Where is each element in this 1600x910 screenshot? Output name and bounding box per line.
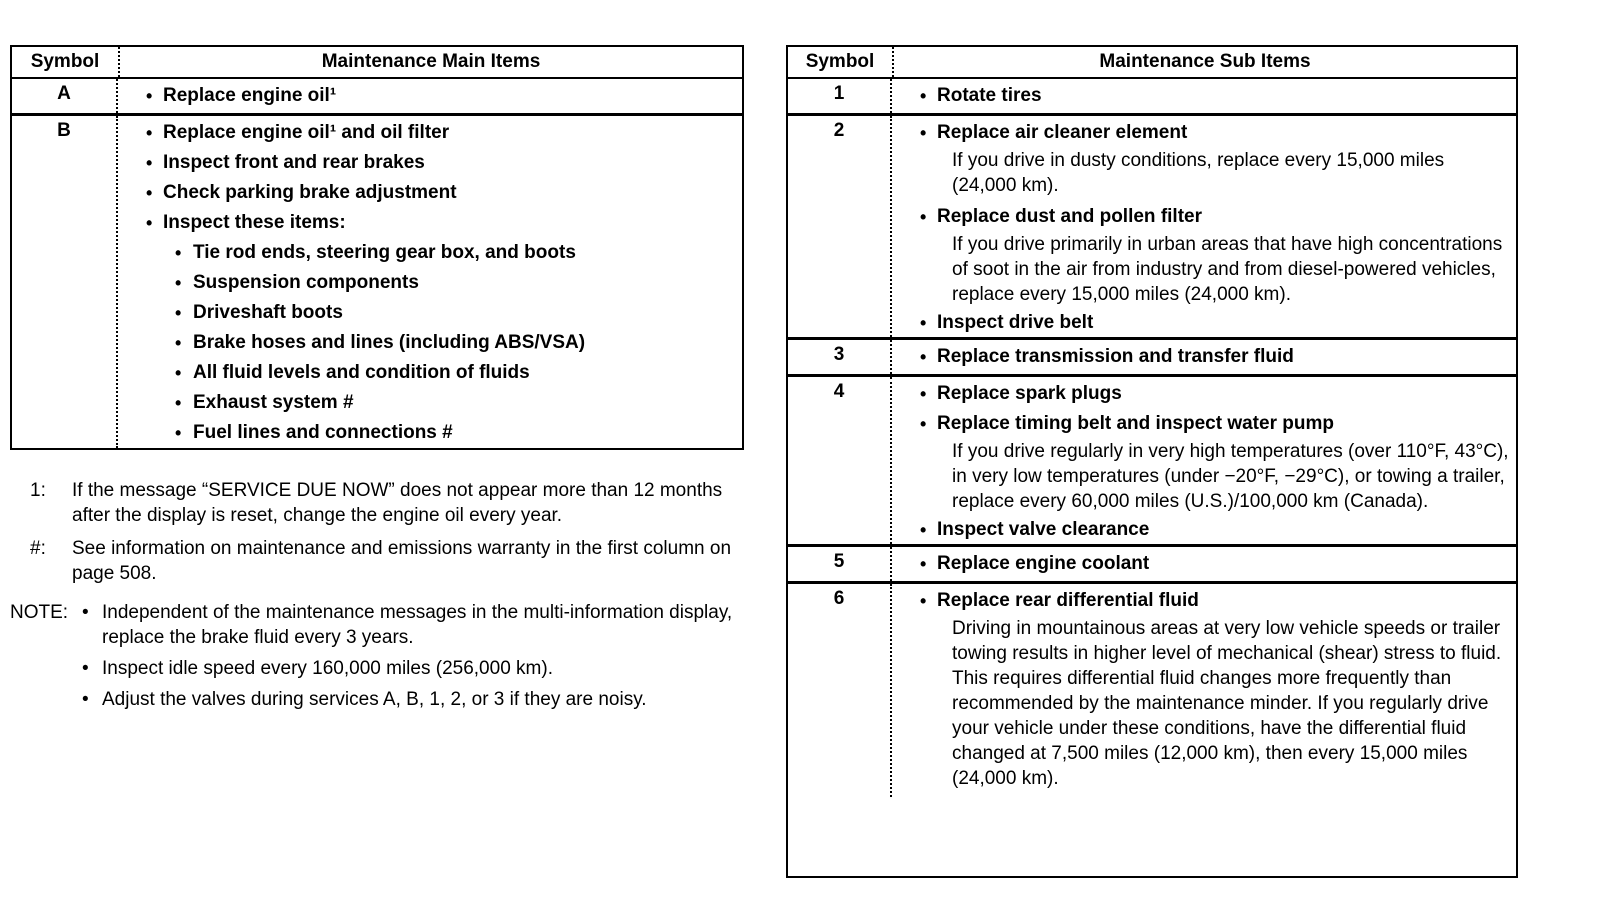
note-item bbox=[0, 656, 760, 681]
sub-list-item: • Suspension components bbox=[118, 268, 742, 298]
note-item bbox=[0, 600, 760, 650]
symbol-cell: 3 bbox=[788, 340, 892, 374]
symbol-cell: A bbox=[12, 79, 118, 113]
footnote-text: See information on maintenance and emissions warranty in the first column on page 508. bbox=[72, 538, 732, 584]
sub-list-item: • Brake hoses and lines (including ABS/VSA) bbox=[118, 328, 742, 358]
list-item: • Replace engine coolant bbox=[892, 549, 1516, 579]
list-item: • Replace engine oil¹ and oil filter bbox=[118, 118, 742, 148]
note-text: Independent of the maintenance messages in the multi-information display, replace the brake fluid every 3 years. bbox=[102, 602, 733, 648]
list-item: • Replace engine oil¹ bbox=[118, 81, 742, 111]
table-row bbox=[12, 79, 742, 116]
sub-list-item: • Driveshaft boots bbox=[118, 298, 742, 328]
footnote bbox=[0, 536, 760, 586]
note-item bbox=[0, 687, 760, 712]
symbol-cell: 5 bbox=[788, 547, 892, 581]
list-item: • Check parking brake adjustment bbox=[118, 178, 742, 208]
sub-list-item: • Fuel lines and connections # bbox=[118, 418, 742, 448]
sub-items-table bbox=[786, 45, 1518, 878]
symbol-cell: B bbox=[12, 116, 118, 448]
list-item: • Replace air cleaner element bbox=[892, 118, 1516, 148]
symbol-column-header: Symbol bbox=[788, 47, 894, 77]
symbol-cell: 1 bbox=[788, 79, 892, 113]
note-text: Inspect idle speed every 160,000 miles (256,000 km). bbox=[102, 658, 553, 679]
sub-list-item: • Exhaust system # bbox=[118, 388, 742, 418]
note-text: Adjust the valves during services A, B, 1, 2, or 3 if they are noisy. bbox=[102, 689, 647, 710]
table-header bbox=[788, 47, 1516, 79]
list-item: • Replace spark plugs bbox=[892, 379, 1516, 409]
item-description: Driving in mountainous areas at very low vehicle speeds or trailer towing results in higher level of mechanical (shear) stress to fluid. This requires differential fluid changes more frequently than recommended by the maintenance minder. If you regularly drive your vehicle under these conditions, have the differential fluid changed at 7,500 miles (12,000 km), then every 15,000 miles (24,000 km). bbox=[952, 618, 1502, 789]
list-item: • Inspect these items: bbox=[118, 208, 742, 238]
items-column-header: Maintenance Sub Items bbox=[1099, 51, 1311, 72]
footnote bbox=[0, 478, 760, 528]
table-row bbox=[788, 584, 1516, 797]
symbol-cell: 4 bbox=[788, 377, 892, 544]
list-item: • Inspect front and rear brakes bbox=[118, 148, 742, 178]
table-row bbox=[12, 116, 742, 448]
bullet-icon: • bbox=[82, 689, 89, 710]
items-column-header: Maintenance Main Items bbox=[321, 51, 541, 72]
footnote-text: If the message “SERVICE DUE NOW” does not appear more than 12 months after the display is reset, change the engine oil every year. bbox=[72, 480, 723, 526]
list-item: • Inspect drive belt bbox=[892, 311, 1516, 335]
item-description: If you drive in dusty conditions, replace every 15,000 miles (24,000 km). bbox=[952, 150, 1445, 196]
sub-list-item: • All fluid levels and condition of fluids bbox=[118, 358, 742, 388]
table-header bbox=[12, 47, 742, 79]
bullet-icon: • bbox=[82, 602, 89, 623]
list-item: • Rotate tires bbox=[892, 81, 1516, 111]
symbol-cell: 6 bbox=[788, 584, 892, 797]
item-description: If you drive regularly in very high temperatures (over 110°F, 43°C), in very low temperatures (under −20°F, −29°C), or towing a trailer, replace every 60,000 miles (U.S.)/100,000 km (Canada). bbox=[952, 441, 1509, 512]
table-row bbox=[788, 547, 1516, 584]
item-description: If you drive primarily in urban areas that have high concentrations of soot in the air from industry and from diesel-powered vehicles, replace every 15,000 miles (24,000 km). bbox=[952, 234, 1503, 305]
bullet-icon: • bbox=[82, 658, 89, 679]
symbol-column-header: Symbol bbox=[12, 47, 120, 77]
footnote-mark: #: bbox=[30, 538, 46, 559]
note-label: NOTE: bbox=[10, 602, 69, 623]
list-item: • Replace timing belt and inspect water pump bbox=[892, 409, 1516, 439]
list-item: • Replace dust and pollen filter bbox=[892, 202, 1516, 232]
footnote-mark: 1: bbox=[30, 480, 46, 501]
list-item: • Inspect valve clearance bbox=[892, 518, 1516, 542]
table-row bbox=[788, 79, 1516, 116]
table-row bbox=[788, 340, 1516, 377]
table-row bbox=[788, 116, 1516, 340]
list-item: • Replace transmission and transfer fluid bbox=[892, 342, 1516, 372]
main-items-table bbox=[10, 45, 744, 450]
sub-list-item: • Tie rod ends, steering gear box, and boots bbox=[118, 238, 742, 268]
footnotes-section bbox=[0, 478, 760, 718]
list-item: • Replace rear differential fluid bbox=[892, 586, 1516, 616]
symbol-cell: 2 bbox=[788, 116, 892, 337]
table-row bbox=[788, 377, 1516, 547]
